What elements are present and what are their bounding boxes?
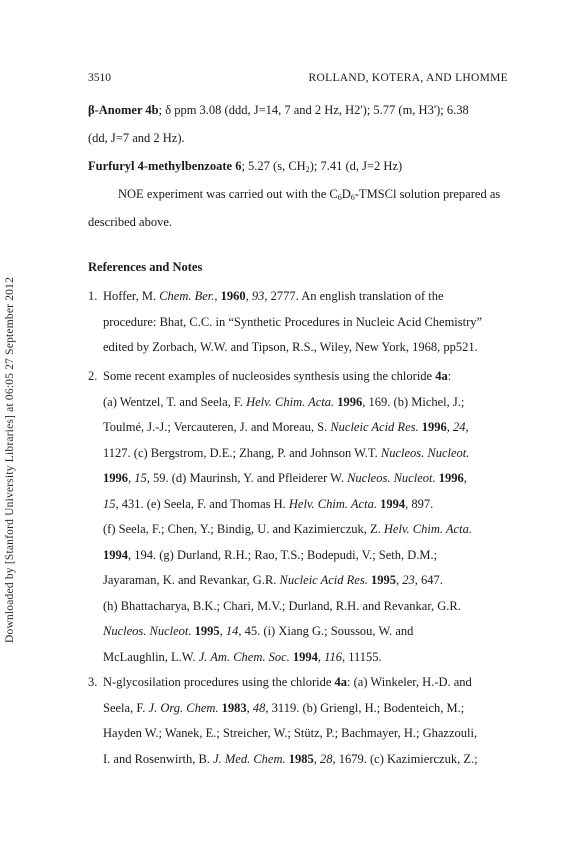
reference-line: Hoffer, M. Chem. Ber., 1960, 93, 2777. An english translation of the [103, 289, 444, 303]
reference-line: Nucleos. Nucleot. 1995, 14, 45. (i) Xiang G.; Soussou, W. and [103, 624, 414, 638]
reference-number: 1. [88, 289, 98, 303]
running-head: ROLLAND, KOTERA, AND LHOMME [308, 72, 508, 84]
reference-line: I. and Rosenwirth, B. J. Med. Chem. 1985, 28, 1679. (c) Kazimierczuk, Z.; [103, 751, 478, 766]
references-heading: References and Notes [88, 260, 203, 274]
reference-number: 2. [88, 369, 98, 383]
compound-label: Furfuryl 4-methylbenzoate 6 [88, 159, 242, 173]
reference-line: 1996, 15, 59. (d) Maurinsh, Y. and Pfleiderer W. Nucleos. Nucleot. 1996, [103, 471, 467, 485]
reference-line: procedure: Bhat, C.C. in “Synthetic Procedures in Nucleic Acid Chemistry” [103, 314, 483, 329]
reference-line: McLaughlin, L.W. J. Am. Chem. Soc. 1994, 116, 11155. [103, 649, 382, 664]
furfuryl-entry: Furfuryl 4-methylbenzoate 6; 5.27 (s, $CH_2$); 7.41 (d, J=2 Hz) [88, 159, 403, 174]
reference-line: 1994, 194. (g) Durland, R.H.; Rao, T.S.; Bodepudi, V.; Seth, D.M.; [103, 547, 438, 562]
reference-line: Jayaraman, K. and Revankar, G.R. Nucleic Acid Res. 1995, 23, 647. [103, 573, 443, 587]
reference-line: edited by Zorbach, W.W. and Tipson, R.S., Wiley, New York, 1968, pp521. [103, 340, 478, 354]
reference-line: 15, 431. (e) Seela, F. and Thomas H. Helv. Chim. Acta. 1994, 897. [103, 496, 434, 511]
reference-line: (a) Wentzel, T. and Seela, F. Helv. Chim. Acta. 1996, 169. (b) Michel, J.; [103, 394, 465, 409]
page-header [88, 72, 508, 86]
reference-line: N-glycosilation procedures using the chloride 4a: (a) Winkeler, H.-D. and [103, 675, 472, 689]
reference-line: 1127. (c) Bergstrom, D.E.; Zhang, P. and Johnson W.T. Nucleos. Nucleot. [103, 445, 470, 460]
reference-line: (h) Bhattacharya, B.K.; Chari, M.V.; Durland, R.H. and Revankar, G.R. [103, 598, 461, 613]
compound-label: β-Anomer 4b [88, 103, 159, 117]
reference-line: (f) Seela, F.; Chen, Y.; Bindig, U. and Kazimierczuk, Z. Helv. Chim. Acta. [103, 522, 472, 536]
noe-paragraph: NOE experiment was carried out with the $C_6D_6$-TMSCl solution prepared as [118, 187, 501, 202]
beta-anomer-entry-cont: (dd, J=7 and 2 Hz). [88, 131, 185, 145]
reference-line: Hayden W.; Wanek, E.; Streicher, W.; Stütz, P.; Bachmayer, H.; Ghazzouli, [103, 726, 478, 740]
reference-line: Some recent examples of nucleosides synthesis using the chloride 4a: [103, 369, 452, 383]
reference-line: Seela, F. J. Org. Chem. 1983, 48, 3119. (b) Griengl, H.; Bodenteich, M.; [103, 700, 465, 715]
page-number: 3510 [88, 72, 111, 84]
beta-anomer-entry: β-Anomer 4b; δ ppm 3.08 (ddd, J=14, 7 and 2 Hz, H2'); 5.77 (m, H3'); 6.38 [88, 103, 469, 117]
reference-number: 3. [88, 675, 98, 689]
reference-line: Toulmé, J.-J.; Vercauteren, J. and Moreau, S. Nucleic Acid Res. 1996, 24, [103, 420, 469, 434]
noe-paragraph-cont: described above. [88, 215, 172, 229]
download-notice-text: Downloaded by [Stanford University Libraries] at 06:05 27 September 2012 [4, 276, 16, 643]
